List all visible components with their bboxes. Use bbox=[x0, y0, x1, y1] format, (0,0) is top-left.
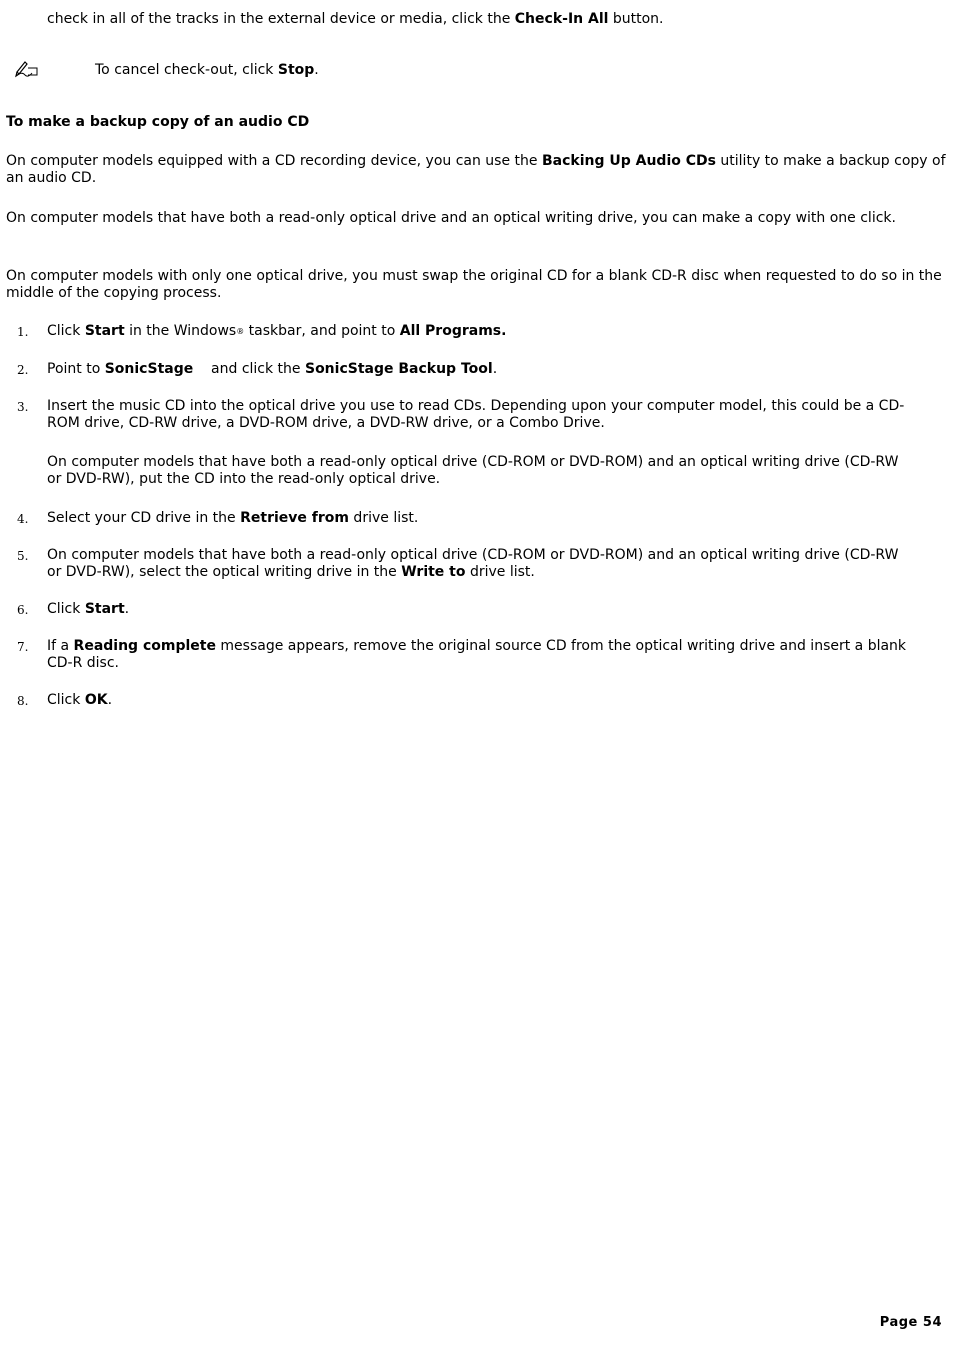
step-6-text-a: Click bbox=[47, 601, 85, 617]
step-8-bold-b: OK bbox=[84, 692, 108, 708]
intro-text-post: button. bbox=[608, 11, 664, 27]
stop-label: Stop bbox=[277, 62, 315, 78]
step-2-text-e: . bbox=[492, 361, 498, 377]
step-4 bbox=[47, 510, 907, 527]
step-7-bold-b: Reading complete bbox=[73, 638, 216, 654]
step-number: 3. bbox=[17, 400, 29, 414]
step-5-text-a: On computer models that have both a read-only optical drive (CD-ROM or DVD-ROM) and an optical writing drive (CD-RW or DVD-RW), select the optical writing drive in the bbox=[47, 547, 899, 580]
section-heading: To make a backup copy of an audio CD bbox=[6, 114, 310, 130]
step-2-text-a: Point to bbox=[47, 361, 105, 377]
step-1-bold-b: Start bbox=[84, 323, 125, 339]
step-2-bold-b: SonicStage bbox=[104, 361, 194, 377]
step-3: Insert the music CD into the optical drive you use to read CDs. Depending upon your computer model, this could be a CD-ROM drive, CD-RW drive, a DVD-ROM drive, a DVD-RW drive, or a Combo Drive. bbox=[47, 398, 905, 431]
step-6-bold-b: Start bbox=[84, 601, 125, 617]
registered-mark: ® bbox=[236, 327, 245, 336]
step-4-bold-b: Retrieve from bbox=[240, 510, 349, 526]
step-number: 1. bbox=[17, 325, 29, 339]
step-2 bbox=[47, 361, 907, 378]
check-in-all-label: Check-In All bbox=[514, 11, 609, 27]
intro-text-pre: check in all of the tracks in the external device or media, click the bbox=[47, 11, 515, 27]
step-6-text-c: . bbox=[124, 601, 130, 617]
step-2-text-c: and click the bbox=[193, 361, 305, 377]
step-8 bbox=[47, 692, 907, 709]
step-4-text-a: Select your CD drive in the bbox=[47, 510, 241, 526]
pencil-note-icon bbox=[14, 58, 40, 78]
step-8-text-c: . bbox=[107, 692, 113, 708]
step-5 bbox=[47, 547, 907, 581]
step-1-text-a: Click bbox=[47, 323, 85, 339]
step-2-bold-d: SonicStage Backup Tool bbox=[304, 361, 493, 377]
step-4-text-c: drive list. bbox=[348, 510, 419, 526]
step-7 bbox=[47, 638, 907, 672]
paragraph-1-post: utility to make a backup copy of an audio CD. bbox=[6, 153, 946, 186]
paragraph-1-pre: On computer models equipped with a CD recording device, you can use the bbox=[6, 153, 542, 169]
note-text-pre: To cancel check-out, click bbox=[95, 62, 278, 78]
step-6 bbox=[47, 601, 907, 618]
step-number: 7. bbox=[17, 640, 29, 654]
step-1-text-c: in the Windows bbox=[124, 323, 237, 339]
page-number: Page 54 bbox=[879, 1315, 942, 1330]
paragraph-2: On computer models that have both a read-only optical drive and an optical writing drive, you can make a copy with one click. bbox=[6, 210, 896, 226]
step-number: 6. bbox=[17, 603, 29, 617]
step-3-subparagraph: On computer models that have both a read-only optical drive (CD-ROM or DVD-ROM) and an optical writing drive (CD-RW or DVD-RW), put the CD into the read-only optical drive. bbox=[47, 454, 899, 487]
step-number: 5. bbox=[17, 549, 29, 563]
step-7-text-a: If a bbox=[47, 638, 74, 654]
step-5-text-c: drive list. bbox=[465, 564, 535, 580]
paragraph-1 bbox=[6, 153, 946, 187]
intro-text bbox=[47, 11, 927, 28]
step-1-bold-e: All Programs. bbox=[399, 323, 507, 339]
backing-up-audio-cds-label: Backing Up Audio CDs bbox=[541, 153, 716, 169]
paragraph-3: On computer models with only one optical drive, you must swap the original CD for a blank CD-R disc when requested to do so in the middle of the copying process. bbox=[6, 268, 942, 301]
step-5-bold-b: Write to bbox=[401, 564, 466, 580]
step-number: 2. bbox=[17, 363, 29, 377]
note-text bbox=[95, 62, 795, 79]
note-text-post: . bbox=[314, 62, 319, 78]
step-7-text-c: message appears, remove the original source CD from the optical writing drive and insert a blank CD-R disc. bbox=[47, 638, 907, 671]
step-number: 4. bbox=[17, 512, 29, 526]
step-1-text-d: taskbar, and point to bbox=[244, 323, 400, 339]
step-number: 8. bbox=[17, 694, 29, 708]
step-8-text-a: Click bbox=[47, 692, 85, 708]
step-1 bbox=[47, 323, 907, 341]
